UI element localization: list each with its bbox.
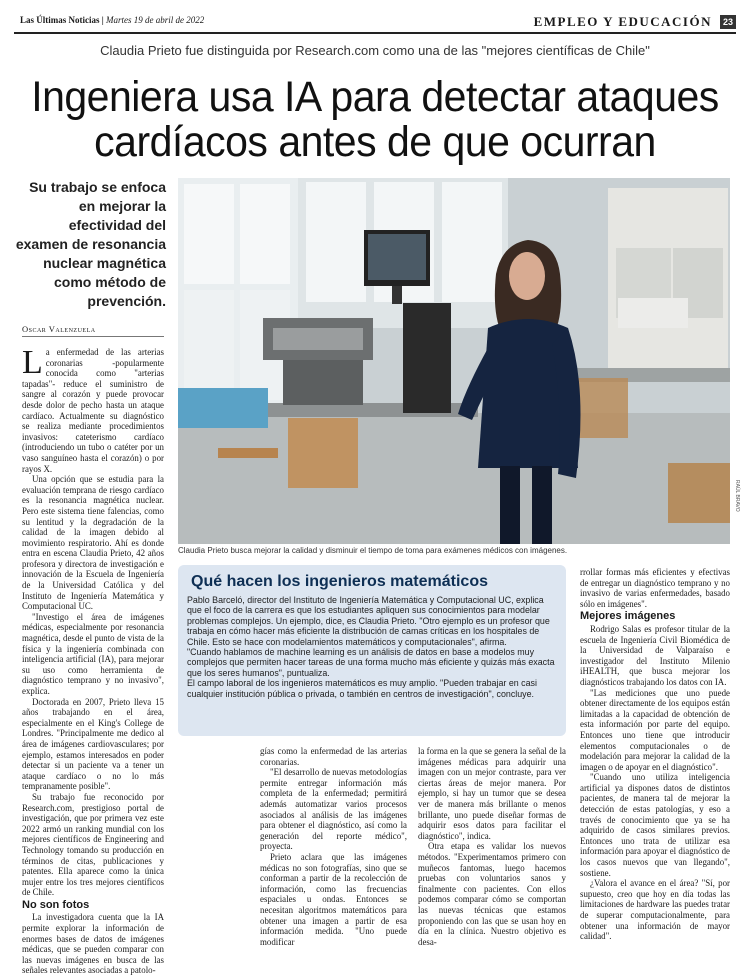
header-rule bbox=[14, 32, 736, 34]
paragraph: La investigadora cuenta que la IA permite explorar la información de enormes bases de datos de imágenes médicas, que se pueden comparar con las nuevas imágenes en busca de las señales relevantes asociadas a patolo- bbox=[22, 912, 164, 976]
lead-photo bbox=[178, 178, 730, 544]
paragraph: Otra etapa es validar los nuevos métodos. "Experimentamos primero con muñecos fantomas, luego hacemos pruebas con voluntarios sanos y finalmente con pacientes. Con ellos podemos comparar cómo se comportan las nuevas técnicas que estamos proponiendo con las que se usan hoy en día en la clínica. Nuestro objetivo es desa- bbox=[418, 841, 566, 947]
paragraph: la forma en la que se genera la señal de la imágenes médicas para adquirir una imagen con un mejor contraste, para ver ciertas áreas de mejor manera. Por ejemplo, si hay un tumor que se desea ver de manera más brillante o menos brillante, uno puede diseñar formas de adquirir esos datos para facilitar el diagnóstico", indica. bbox=[418, 746, 566, 841]
article-column-1 bbox=[22, 344, 164, 976]
paragraph: La enfermedad de las arterias coronarias -popularmente conocida como "arterias tapadas"- reduce el suministro de sangre al corazón y puede provocar desde dolor de pecho hasta un ataque cardíaco. Actualmente su diagnóstico se realiza mediante procedimientos invasivos: cateterismo cardíaco (introduciendo un tubo o catéter por un vaso sanguíneo hasta el corazón) o por rayos X. bbox=[22, 344, 164, 474]
kicker: Claudia Prieto fue distinguida por Research.com como una de las "mejores científicas de Chile" bbox=[100, 43, 650, 58]
sidebar-box-paragraph: Pablo Barceló, director del Instituto de Ingeniería Matemática y Computacional UC, explica que el foco de la carrera es que los estudiantes apliquen sus conocimientos para modelar problemas complejos. Un ejemplo, dice, es Claudia Prieto. "Otro ejemplo es un profesor que trabaja en cómo hacer más eficiente la distribución de camas críticas en los hospitales de Chile. Esto se hace con modelamientos matemáticos y computacionales", afirma. bbox=[187, 595, 550, 647]
masthead bbox=[14, 14, 736, 30]
paragraph: ¿Valora el avance en el área? "Sí, por supuesto, creo que hoy en día todas las limitaciones de hardware las puedes tratar de superar computacionalmente, para obtener una información de mayor calidad". bbox=[580, 878, 730, 942]
issue-date: Martes 19 de abril de 2022 bbox=[105, 15, 205, 25]
page-number: 23 bbox=[720, 15, 736, 29]
sidebar-box-title: Qué hacen los ingenieros matemáticos bbox=[191, 573, 488, 590]
paragraph: "Investigo el área de imágenes médicas, especialmente por resonancia magnética, desde el punto de vista de la física y la ingeniería combinada con inteligencia artificial (IA), para mejorar su uso como herramienta de diagnóstico temprano y no invasivo", explica. bbox=[22, 611, 164, 696]
paragraph: gías como la enfermedad de las arterias coronarias. bbox=[260, 746, 407, 767]
paragraph: "Las mediciones que uno puede obtener directamente de los equipos están limitadas a la capacidad de obtención de esta información por parte del equipo. Entonces uno tiene que introducir elementos computacionales o de modelación para mejorar la calidad de la imagen o de apoyar en el diagnóstico". bbox=[580, 687, 730, 772]
sidebar-box-paragraph: El campo laboral de los ingenieros matemáticos es muy amplio. "Pueden trabajar en casi cualquier institución pública o privada, o también en centros de investigación", concluye. bbox=[187, 678, 537, 699]
newspaper-name: Las Últimas Noticias | Martes 19 de abril de 2022 bbox=[20, 15, 205, 25]
paragraph: rrollar formas más eficientes y efectivas de entregar un diagnóstico temprano y no invasivo de varias enfermedades, basado sólo en imágenes". bbox=[580, 567, 730, 609]
article-column-2 bbox=[260, 746, 407, 947]
deck: Su trabajo se enfoca en mejorar la efectividad del examen de resonancia nuclear magnética como método de prevención. bbox=[15, 179, 166, 309]
subheading: Mejores imágenes bbox=[580, 610, 676, 623]
lab-photo-illustration bbox=[178, 178, 730, 544]
paragraph: Su trabajo fue reconocido por Research.com, prestigioso portal de investigación, que por primera vez este 2022 armó un ranking mundial con los mejores científicos de Engineering and Technology tomando su producción en términos de citas, publicaciones y patentes. Ella aparece como la única mujer entre los tres mejores científicos de Chile. bbox=[22, 791, 164, 898]
section-title: EMPLEO Y EDUCACIÓN bbox=[533, 14, 712, 29]
paragraph: Una opción que se estudia para la evaluación temprana de riesgo cardíaco es la resonancia magnética nuclear. Pero este sistema tiene falencias, como su lentitud y la degradación de la calidad de la imagen debido al movimiento respiratorio. Ahí es donde entra en escena Claudia Prieto, 42 años profesora y directora de investigación e innovación de la Escuela de Ingeniería de la Universidad Católica y del Instituto de Ingeniería Matemática y Computacional UC. bbox=[22, 474, 164, 612]
article-column-3 bbox=[418, 746, 566, 947]
headline: Ingeniera usa IA para detectar ataques cardíacos antes de que ocurran bbox=[31, 71, 719, 166]
drop-cap: L bbox=[22, 344, 43, 381]
article-column-4 bbox=[580, 567, 730, 942]
photo-caption: Claudia Prieto busca mejorar la calidad y disminuir el tiempo de toma para exámenes médicos con imágenes. bbox=[178, 546, 568, 555]
paragraph: Prieto aclara que las imágenes médicas no son fotografías, sino que se conforman a partir de la recolección de información, como las frecuencias espaciales u ondas. Entonces se necesitan algoritmos matemáticos para obtener una imagen a partir de esa información medida. "Uno puede modificar bbox=[260, 851, 407, 947]
subheading: No son fotos bbox=[22, 898, 90, 911]
sidebar-box bbox=[178, 565, 566, 736]
paragraph: "El desarrollo de nuevas metodologías permite entregar información más completa de la enfermedad; permitirá además automatizar varios procesos asociados al análisis de las imágenes para obtener el diagnóstico, así como la generación del reporte médico", proyecta. bbox=[260, 767, 407, 852]
paragraph: "Cuando uno utiliza inteligencia artificial ya dispones datos de distintos pacientes, de manera tal de mejorar la detección de estas patologías, y eso a través de conocimiento que ya se ha adquirido de casos similares previos. Entonces uno trata de utilizar esa información para apoyar el diagnóstico de los casos nuevos que van llegando", sostiene. bbox=[580, 772, 730, 878]
sidebar-box-paragraph: "Cuando hablamos de machine learning es un análisis de datos en base a modelos muy complejos que permiten hacer tareas de una forma mucho más eficiente y quizás más exacta que los seres humanos", puntualiza. bbox=[187, 647, 555, 678]
byline: Oscar Valenzuela bbox=[22, 324, 164, 337]
photo-credit: RAÚL BRAVO bbox=[734, 480, 740, 512]
paragraph: Doctorada en 2007, Prieto lleva 15 años trabajando en el área, especialmente en el King's College de Londres. "Principalmente me dedico al área de imágenes cardiovasculares; por ejemplo, estamos interesados en poder detectar si un paciente va a tener un ataque cardíaco o no lo más tempranamente posible". bbox=[22, 696, 164, 792]
paragraph: Rodrigo Salas es profesor titular de la escuela de Ingeniería Civil Biomédica de la Universidad de Valparaíso e investigador del Instituto Milenio iHEALTH, que busca mejorar los diagnósticos trabajando los datos con IA. bbox=[580, 623, 730, 687]
